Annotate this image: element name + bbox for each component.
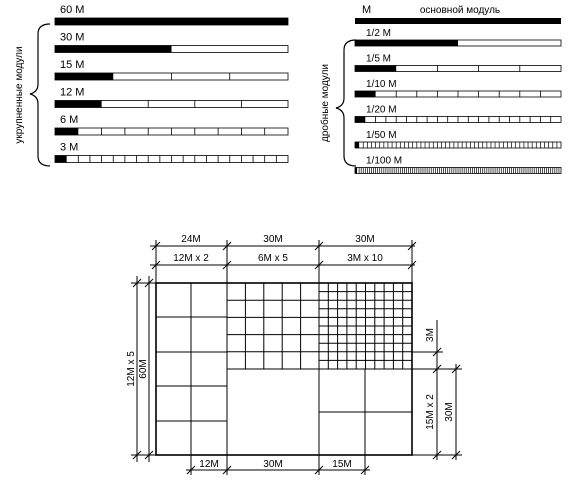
- base-module-caption: основной модуль: [419, 5, 501, 16]
- fractional-group-label: дробные модули: [320, 64, 331, 142]
- fractional-module-5-filled: [355, 142, 359, 148]
- right-dimensions: [412, 320, 462, 460]
- grid-block-3m: [319, 283, 412, 369]
- fractional-modules-group: [355, 28, 561, 174]
- enlarged-brace: [30, 24, 50, 166]
- right-dim-2: 15М х 2: [425, 394, 436, 430]
- fractional-module-2-filled: [355, 66, 396, 72]
- enlarged-module-3-filled: [55, 73, 113, 80]
- base-module-bar: [355, 18, 561, 24]
- enlarged-modules-group: [55, 4, 288, 163]
- right-dim-1: 3М: [425, 328, 436, 342]
- top-dim-1: 24М: [181, 234, 201, 245]
- enlarged-module-4-filled: [55, 101, 102, 108]
- grid-plan: [156, 283, 412, 455]
- fractional-module-5-label: 1/50 М: [366, 130, 397, 141]
- enlarged-module-5-label: 6 М: [60, 114, 79, 126]
- top-dim-3: 30М: [355, 234, 375, 245]
- grid-block-12m: [156, 283, 227, 455]
- left-dim-1: 12М х 5: [126, 351, 137, 387]
- fractional-module-4-label: 1/20 М: [366, 104, 397, 116]
- fractional-module-6-label: 1/100 М: [366, 155, 403, 167]
- bottom-dim-3: 15М: [332, 459, 352, 470]
- fractional-module-2-label: 1/5 М: [366, 53, 392, 65]
- enlarged-module-4-label: 12 М: [60, 86, 85, 99]
- fractional-module-3-label: 1/10 М: [366, 79, 397, 90]
- enlarged-group-label: укрупненные модули: [14, 46, 25, 144]
- fractional-module-4-filled: [355, 117, 365, 123]
- fractional-module-1-filled: [355, 40, 458, 46]
- enlarged-module-1-label: 60 М: [60, 4, 85, 16]
- fractional-module-6-filled: [355, 168, 357, 174]
- enlarged-module-2-label: 30 М: [60, 31, 85, 44]
- right-dim-3: 30М: [444, 402, 455, 422]
- top-subdim-3: 3М х 10: [347, 253, 383, 264]
- enlarged-module-2-filled: [55, 46, 172, 53]
- enlarged-module-6-filled: [55, 156, 67, 163]
- top-subdim-2: 6М х 5: [257, 253, 289, 264]
- fractional-module-3-filled: [355, 91, 376, 97]
- top-subdim-1: 12М х 2: [173, 253, 209, 264]
- enlarged-module-5-filled: [55, 128, 78, 135]
- enlarged-module-6-label: 3 М: [60, 141, 79, 154]
- bottom-dim-2: 30М: [263, 459, 283, 470]
- enlarged-module-3-label: 15 М: [60, 59, 85, 71]
- fractional-brace: [336, 40, 356, 166]
- top-dim-2: 30М: [263, 234, 283, 245]
- enlarged-module-1-filled: [55, 18, 288, 25]
- bottom-dim-1: 12М: [199, 459, 219, 470]
- base-module-label: М: [362, 4, 372, 16]
- left-dim-2: 60М: [138, 359, 149, 379]
- fractional-module-1-label: 1/2 М: [366, 28, 392, 39]
